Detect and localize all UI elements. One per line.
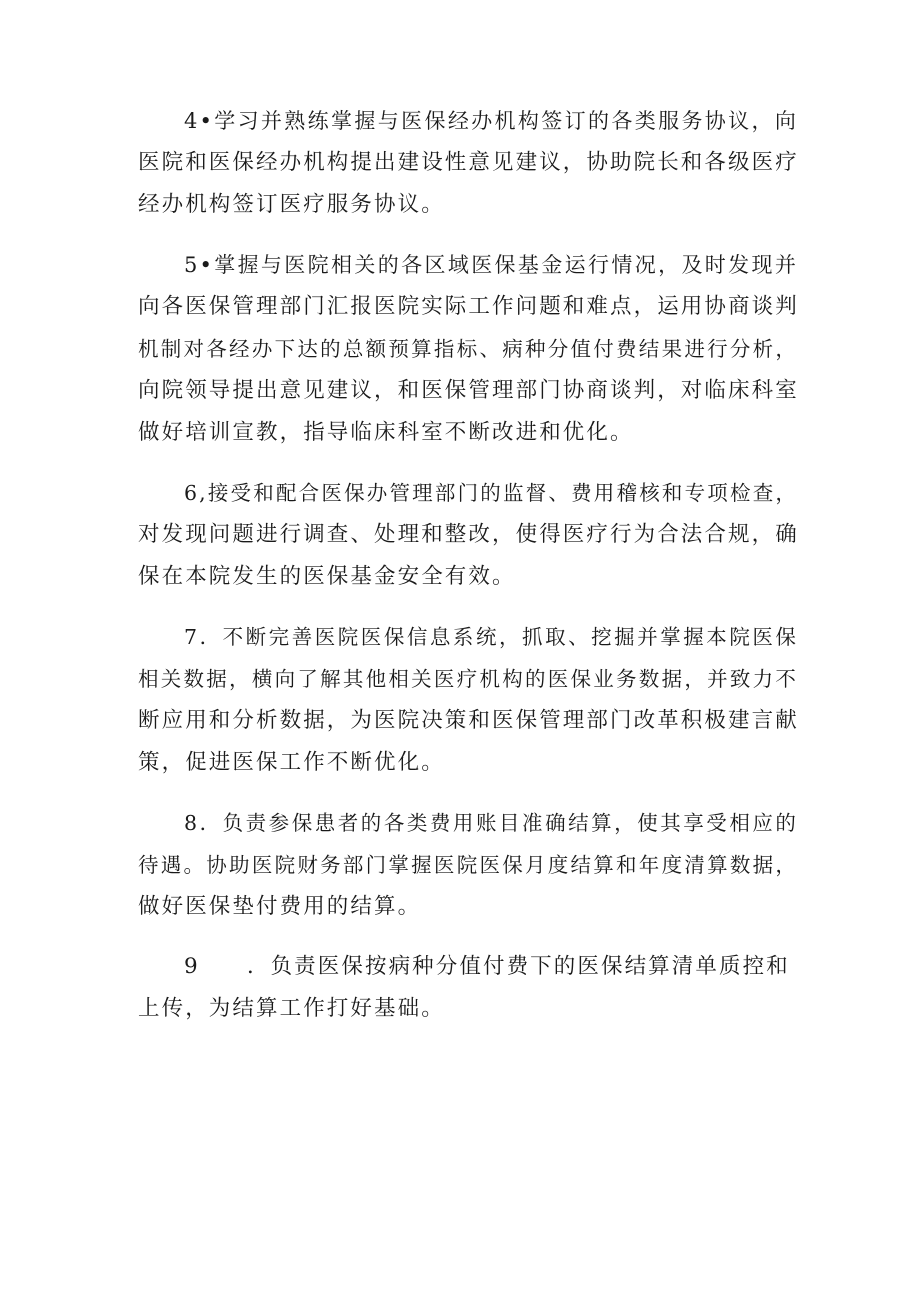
text-line: 6,接受和配合医保办管理部门的监督、费用稽核和专项检查， (184, 481, 798, 505)
text-line: 8．负责参保患者的各类费用账目准确结算，使其享受相应的 (184, 811, 798, 835)
text-line: 做好医保垫付费用的结算。 (138, 894, 422, 919)
paragraph-gap (0, 928, 920, 946)
text-line: 5•掌握与医院相关的各区域医保基金运行情况，及时发现并 (184, 253, 798, 277)
paragraph-item-9 (0, 946, 920, 1030)
text-line: 向院领导提出意见建议，和医保管理部门协商谈判，对临床科室 (138, 378, 799, 403)
text-line: 策，促进医保工作不断优化。 (138, 750, 445, 775)
text-line: 待遇。协助医院财务部门掌握医院医保月度结算和年度清算数据， (138, 853, 798, 877)
text-line: 4•学习并熟练掌握与医保经办机构签订的各类服务协议，向 (184, 109, 798, 133)
text-line: 做好培训宣教，指导临床科室不断改进和优化。 (138, 420, 634, 445)
text-line: 7．不断完善医院医保信息系统，抓取、挖掘并掌握本院医保 (184, 625, 798, 649)
text-line: 经办机构签订医疗服务协议。 (138, 192, 445, 217)
text-line: 断应用和分析数据，为医院决策和医保管理部门改革积极建言献 (138, 708, 799, 733)
text-line: 9 ．负责医保按病种分值付费下的医保结算清单质控和 (184, 954, 790, 979)
paragraph-gap (0, 454, 920, 472)
text-line: 上传，为结算工作打好基础。 (138, 996, 445, 1021)
text-line: 机制对各经办下达的总额预算指标、病种分值付费结果进行分析， (138, 337, 798, 361)
paragraph-item-4 (0, 100, 920, 226)
paragraph-gap (0, 784, 920, 802)
paragraph-gap (0, 598, 920, 616)
paragraph-item-6 (0, 472, 920, 598)
text-line: 向各医保管理部门汇报医院实际工作问题和难点，运用协商谈判 (138, 294, 799, 319)
text-line: 医院和医保经办机构提出建设性意见建议，协助院长和各级医疗 (138, 150, 799, 175)
text-line: 相关数据，横向了解其他相关医疗机构的医保业务数据，并致力不 (138, 667, 798, 691)
text-line: 保在本院发生的医保基金安全有效。 (138, 564, 516, 589)
paragraph-item-5 (0, 244, 920, 454)
text-line: 对发现问题进行调查、处理和整改，使得医疗行为合法合规，确 (138, 522, 799, 547)
paragraph-gap (0, 226, 920, 244)
paragraph-item-8 (0, 802, 920, 928)
paragraph-item-7 (0, 616, 920, 784)
